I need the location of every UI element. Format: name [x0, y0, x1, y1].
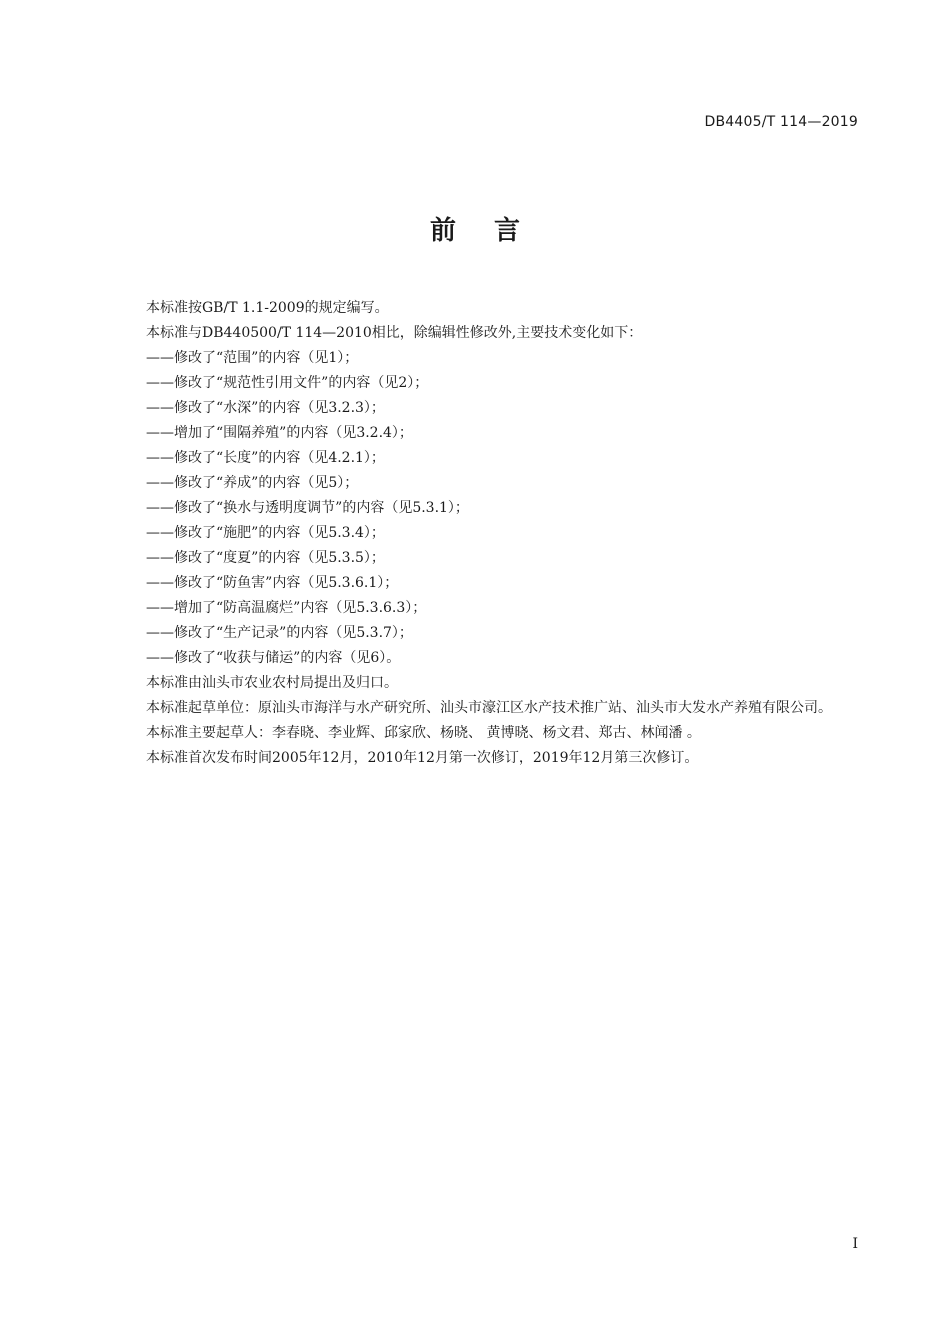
foreword-body	[116, 296, 861, 771]
change-item: ——修改了“规范性引用文件”的内容（见2）；	[146, 375, 429, 391]
change-item: ——修改了“水深”的内容（见3.2.3）；	[146, 400, 385, 416]
document-code: DB4405/T 114—2019	[704, 114, 858, 130]
change-item: ——修改了“收获与储运”的内容（见6）。	[146, 650, 401, 666]
page-number: I	[852, 1236, 858, 1252]
proposer-paragraph: 本标准由汕头市农业农村局提出及归口。	[146, 675, 398, 691]
drafting-units-paragraph: 本标准起草单位：原汕头市海洋与水产研究所、汕头市濠江区水产技术推广站、汕头市大发水产养殖有限公司。	[146, 700, 832, 716]
change-item: ——增加了“围隔养殖”的内容（见3.2.4）；	[146, 425, 413, 441]
page-title: 前言	[429, 216, 558, 246]
change-item: ——修改了“养成”的内容（见5）；	[146, 475, 359, 491]
change-item: ——修改了“度夏”的内容（见5.3.5）；	[146, 550, 385, 566]
change-item: ——修改了“长度”的内容（见4.2.1）；	[146, 450, 385, 466]
change-item: ——修改了“防鱼害”内容（见5.3.6.1）；	[146, 575, 399, 591]
change-item: ——修改了“换水与透明度调节”的内容（见5.3.1）；	[146, 500, 469, 516]
change-item: ——修改了“施肥”的内容（见5.3.4）；	[146, 525, 385, 541]
drafters-paragraph: 本标准主要起草人：李春晓、李业辉、邱家欣、杨晓、 黄博晓、杨文君、郑古、林闻潘 。	[146, 725, 701, 741]
change-item: ——增加了“防高温腐烂”内容（见5.3.6.3）；	[146, 600, 427, 616]
change-item: ——修改了“生产记录”的内容（见5.3.7）；	[146, 625, 413, 641]
history-paragraph: 本标准首次发布时间2005年12月，2010年12月第一次修订，2019年12月第三次修订。	[146, 750, 699, 766]
changes-intro-paragraph: 本标准与DB440500/T 114—2010相比，除编辑性修改外,主要技术变化如下：	[146, 325, 643, 341]
change-item: ——修改了“范围”的内容（见1）；	[146, 350, 359, 366]
intro-paragraph: 本标准按GB/T 1.1-2009的规定编写。	[146, 300, 389, 316]
